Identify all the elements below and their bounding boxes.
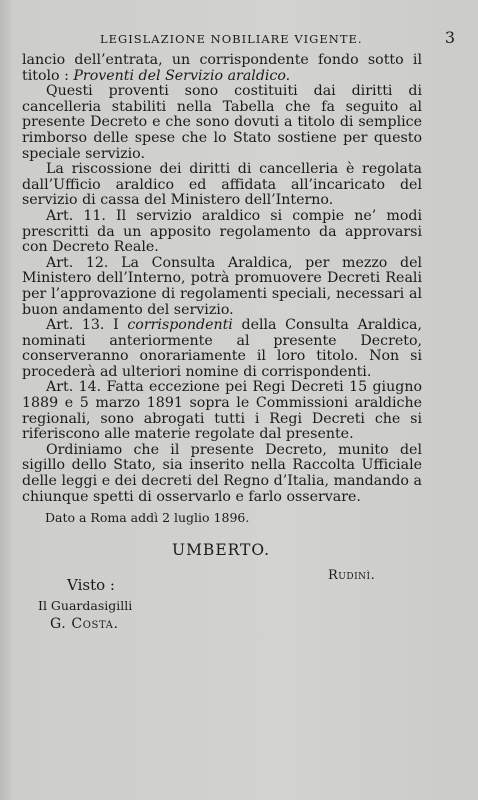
king-signature: UMBERTO.: [172, 541, 271, 559]
article-text: Fatta eccezione pei Regi Decreti 15 giugno 1889 e 5 marzo 1891 sopra le Commissioni araldiche regionali, sono abrogati tutti i Regi Decreti che si riferiscono alle materie regolate dal presente.: [22, 379, 422, 443]
article-label: Art. 13.: [46, 317, 105, 334]
costa-signature: G. Costa.: [50, 616, 119, 632]
article-label: Art. 12.: [46, 254, 109, 271]
paragraph-riscossione: La riscossione dei diritti di cancelleria è regolata dall’Ufficio araldico ed affidata all’incaricato del servizio di cassa del Ministero dell’Interno.: [22, 161, 422, 209]
article-label: Art. 11.: [46, 207, 106, 224]
article-text: della Consulta Araldica, nominati anteriormente al presente Decreto, conserveranno onorariamente il loro titolo. Non si procederà ad ulteriori nomine di corrispondenti.: [22, 317, 423, 380]
article-13: [22, 318, 422, 380]
paragraph-proventi: Questi proventi sono costituiti dai diritti di cancelleria stabiliti nella Tabella che fa seguito al presente Decreto e che sono dovuti a titolo di semplice rimborso delle spese che lo Stato sostiene per questo speciale servizio.: [22, 83, 422, 162]
article-label: Art. 14.: [46, 379, 102, 396]
page-number: 3: [444, 28, 456, 47]
article-12: [22, 256, 422, 318]
article-text: La Consulta Araldica, per mezzo del Ministero dell’Interno, potrà promuovere Decreti Reali per l’approvazione di regolamenti speciali, necessari al buon andamento del servizio.: [22, 254, 423, 318]
running-title: LEGISLAZIONE NOBILIARE VIGENTE.: [100, 32, 363, 46]
paragraph-text: lancio dell’entrata, un corrispondente fondo sotto il titolo :: [22, 52, 422, 84]
article-14: [22, 380, 422, 442]
paragraph-entrata: [22, 53, 422, 84]
running-header: [22, 30, 456, 50]
fund-title: Proventi del Servizio araldico.: [73, 67, 291, 84]
minister-signature: Rudinì.: [328, 568, 376, 583]
article-text: Il servizio araldico si compie ne’ modi prescritti da un apposito regolamento da approvarsi con Decreto Reale.: [22, 207, 422, 256]
article-text-italic: corrispondenti: [127, 317, 233, 334]
decree-text: [22, 53, 422, 505]
date-line: Dato a Roma addì 2 luglio 1896.: [45, 510, 250, 525]
paragraph-ordiniamo: Ordiniamo che il presente Decreto, munito del sigillo dello Stato, sia inserito nella Raccolta Ufficiale delle leggi e dei decreti del Regno d’Italia, mandando a chiunque spetti di osservarlo e farlo osservare.: [22, 441, 422, 505]
article-11: [22, 209, 422, 256]
guardasigilli-label: Il Guardasigilli: [38, 598, 133, 613]
visto-label: Visto :: [67, 576, 115, 594]
article-text: I: [104, 317, 128, 334]
